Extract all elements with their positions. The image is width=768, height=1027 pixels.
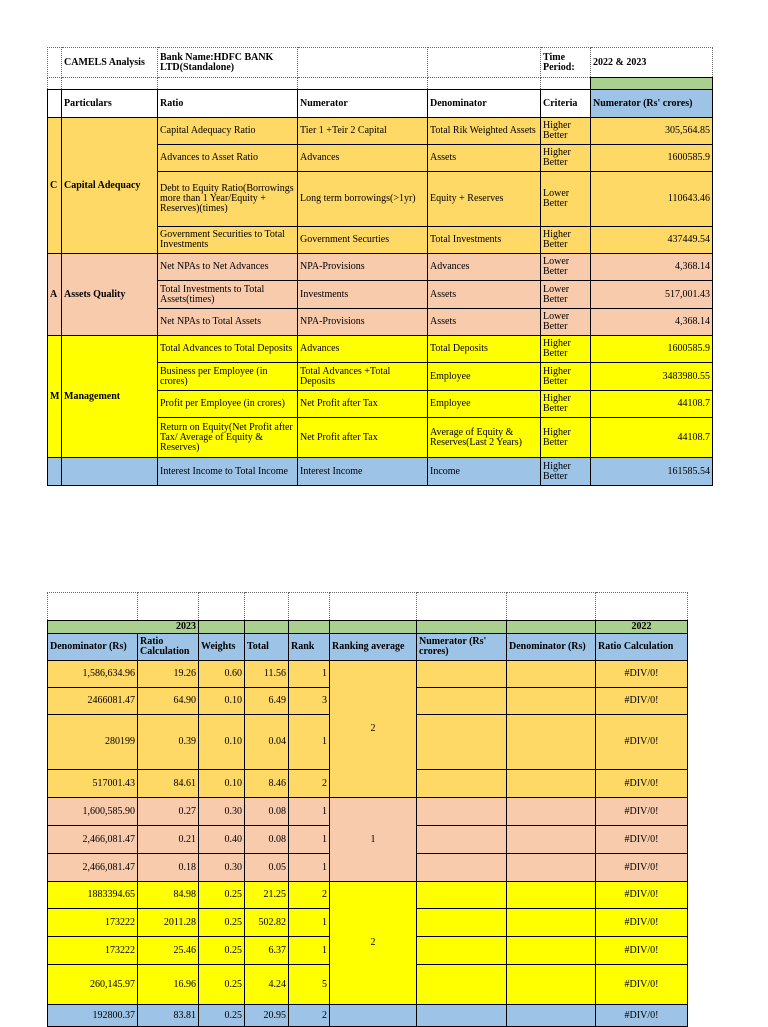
ratio-cell: Government Securities to Total Investments [158,227,298,254]
ratio-2022-value: #DIV/0! [596,909,688,937]
denominator-cell: Employee [428,391,541,418]
total-value: 0.05 [245,854,289,882]
header-denominator: Denominator [428,90,541,118]
ratio-cell: Total Investments to Total Assets(times) [158,281,298,309]
numerator-value: 3483980.55 [591,363,713,391]
header-total: Total [245,634,289,661]
total-value: 21.25 [245,882,289,909]
numerator-cell: Tier 1 +Teir 2 Capital [298,118,428,145]
bank-name: Bank Name:HDFC BANK LTD(Standalone) [158,48,298,78]
numerator-value: 1600585.9 [591,145,713,172]
group-letter-m: M [48,336,62,458]
denominator-cell: Advances [428,254,541,281]
weight-value: 0.30 [199,798,245,826]
header-numerator-crores: Numerator (Rs' crores) [591,90,713,118]
header-weights: Weights [199,634,245,661]
numerator-cell: Investments [298,281,428,309]
table-row [48,882,688,909]
ratio-value: 83.81 [138,1005,199,1027]
numerator-cell: Advances [298,145,428,172]
weight-value: 0.30 [199,854,245,882]
numerator-cell: Net Profit after Tax [298,391,428,418]
total-value: 8.46 [245,770,289,798]
ratio-2022-value: #DIV/0! [596,1005,688,1027]
ratio-2022-value: #DIV/0! [596,965,688,1005]
weight-value: 0.25 [199,937,245,965]
ratio-cell: Debt to Equity Ratio(Borrowings more than 1 Year/Equity + Reserves)(times) [158,172,298,227]
weight-value: 0.25 [199,965,245,1005]
denominator-cell: Total Deposits [428,336,541,363]
ratio-2022-value: #DIV/0! [596,854,688,882]
weight-value: 0.10 [199,715,245,770]
denominator-cell: Average of Equity & Reserves(Last 2 Years) [428,418,541,458]
numerator-value: 161585.54 [591,458,713,486]
criteria-cell: Higher Better [541,391,591,418]
ratio-value: 64.90 [138,688,199,715]
ratio-value: 84.61 [138,770,199,798]
numerator-cell: Long term borrowings(>1yr) [298,172,428,227]
numerator-cell: Total Advances +Total Deposits [298,363,428,391]
ratio-calculation-table [47,592,688,1027]
group-name-assets-quality: Assets Quality [62,254,158,336]
ratio-cell: Interest Income to Total Income [158,458,298,486]
ratio-2022-value: #DIV/0! [596,937,688,965]
denominator-value: 1,600,585.90 [48,798,138,826]
denominator-value: 192800.37 [48,1005,138,1027]
denominator-value: 2466081.47 [48,688,138,715]
rank-value: 2 [289,882,330,909]
total-value: 6.49 [245,688,289,715]
denominator-value: 173222 [48,937,138,965]
numerator-value: 517,001.43 [591,281,713,309]
weight-value: 0.25 [199,909,245,937]
denominator-cell: Total Investments [428,227,541,254]
numerator-value: 1600585.9 [591,336,713,363]
criteria-cell: Higher Better [541,145,591,172]
table-row [48,336,713,363]
denominator-value: 1,586,634.96 [48,661,138,688]
total-value: 11.56 [245,661,289,688]
total-value: 0.08 [245,798,289,826]
time-period-label: Time Period: [541,48,591,78]
denominator-value: 2,466,081.47 [48,826,138,854]
ratio-value: 0.18 [138,854,199,882]
header-ratio-calculation-2022: Ratio Calculation [596,634,688,661]
denominator-cell: Assets [428,281,541,309]
header-denominator-rs-2023: Denominator (Rs) [48,634,138,661]
weight-value: 0.40 [199,826,245,854]
total-value: 502.82 [245,909,289,937]
ratio-value: 25.46 [138,937,199,965]
ratio-value: 84.98 [138,882,199,909]
year-2023-label: 2023 [48,621,199,634]
numerator-value: 4,368.14 [591,309,713,336]
table-row [48,1005,688,1027]
numerator-cell: Net Profit after Tax [298,418,428,458]
numerator-value: 437449.54 [591,227,713,254]
criteria-cell: Lower Better [541,254,591,281]
denominator-value: 517001.43 [48,770,138,798]
camels-parameters-table [47,47,713,486]
denominator-value: 260,145.97 [48,965,138,1005]
denominator-cell: Assets [428,145,541,172]
header-rank: Rank [289,634,330,661]
rank-value: 5 [289,965,330,1005]
ratio-2022-value: #DIV/0! [596,661,688,688]
table-row [48,798,688,826]
table-row [48,458,713,486]
denominator-cell: Employee [428,363,541,391]
criteria-cell: Lower Better [541,172,591,227]
header-ranking-average: Ranking average [330,634,417,661]
weight-value: 0.10 [199,770,245,798]
numerator-value: 305,564.85 [591,118,713,145]
ratio-value: 0.39 [138,715,199,770]
table-row [48,661,688,688]
ratio-cell: Profit per Employee (in crores) [158,391,298,418]
header-numerator: Numerator [298,90,428,118]
denominator-cell: Assets [428,309,541,336]
numerator-value: 44108.7 [591,418,713,458]
criteria-cell: Higher Better [541,363,591,391]
ratio-cell: Business per Employee (in crores) [158,363,298,391]
ratio-2022-value: #DIV/0! [596,798,688,826]
numerator-cell: Government Securties [298,227,428,254]
total-value: 4.24 [245,965,289,1005]
group-name-management: Management [62,336,158,458]
numerator-value: 110643.46 [591,172,713,227]
rank-value: 1 [289,854,330,882]
ranking-average-capital: 2 [330,661,417,798]
header-ratio: Ratio [158,90,298,118]
header-numerator-crores-2022: Numerator (Rs' crores) [417,634,507,661]
denominator-cell: Total Rik Weighted Assets [428,118,541,145]
ratio-2022-value: #DIV/0! [596,715,688,770]
weight-value: 0.10 [199,688,245,715]
criteria-cell: Higher Better [541,458,591,486]
ratio-value: 0.27 [138,798,199,826]
rank-value: 1 [289,826,330,854]
rank-value: 1 [289,909,330,937]
rank-value: 1 [289,661,330,688]
rank-value: 1 [289,798,330,826]
header-particulars: Particulars [62,90,158,118]
sheet-title: CAMELS Analysis [62,48,158,78]
ratio-cell: Advances to Asset Ratio [158,145,298,172]
ratio-2022-value: #DIV/0! [596,882,688,909]
ranking-average-assets: 1 [330,798,417,882]
rank-value: 2 [289,770,330,798]
ratio-value: 0.21 [138,826,199,854]
criteria-cell: Lower Better [541,281,591,309]
denominator-value: 1883394.65 [48,882,138,909]
ratio-value: 19.26 [138,661,199,688]
ratio-value: 2011.28 [138,909,199,937]
criteria-cell: Higher Better [541,118,591,145]
rank-value: 2 [289,1005,330,1027]
ratio-cell: Net NPAs to Total Assets [158,309,298,336]
ratio-value: 16.96 [138,965,199,1005]
group-name-capital-adequacy: Capital Adequacy [62,118,158,254]
rank-value: 3 [289,688,330,715]
year-2022-label: 2022 [596,621,688,634]
numerator-cell: NPA-Provisions [298,254,428,281]
numerator-cell: NPA-Provisions [298,309,428,336]
criteria-cell: Higher Better [541,227,591,254]
numerator-value: 4,368.14 [591,254,713,281]
denominator-cell: Equity + Reserves [428,172,541,227]
ranking-average-management: 2 [330,882,417,1005]
group-letter-a: A [48,254,62,336]
group-letter-c: C [48,118,62,254]
weight-value: 0.25 [199,882,245,909]
denominator-value: 2,466,081.47 [48,854,138,882]
total-value: 0.04 [245,715,289,770]
weight-value: 0.25 [199,1005,245,1027]
header-ratio-calculation-2023: Ratio Calculation [138,634,199,661]
ratio-cell: Total Advances to Total Deposits [158,336,298,363]
total-value: 6.37 [245,937,289,965]
denominator-value: 280199 [48,715,138,770]
numerator-cell: Advances [298,336,428,363]
ratio-2022-value: #DIV/0! [596,770,688,798]
denominator-cell: Income [428,458,541,486]
numerator-cell: Interest Income [298,458,428,486]
time-period-value: 2022 & 2023 [591,48,713,78]
ratio-2022-value: #DIV/0! [596,688,688,715]
weight-value: 0.60 [199,661,245,688]
table-row [48,254,713,281]
ratio-2022-value: #DIV/0! [596,826,688,854]
ratio-cell: Net NPAs to Net Advances [158,254,298,281]
ratio-cell: Capital Adequacy Ratio [158,118,298,145]
total-value: 0.08 [245,826,289,854]
table-row [48,118,713,145]
header-criteria: Criteria [541,90,591,118]
criteria-cell: Higher Better [541,418,591,458]
ratio-cell: Return on Equity(Net Profit after Tax/ Average of Equity & Reserves) [158,418,298,458]
header-denominator-rs-2022: Denominator (Rs) [507,634,596,661]
rank-value: 1 [289,715,330,770]
criteria-cell: Lower Better [541,309,591,336]
denominator-value: 173222 [48,909,138,937]
rank-value: 1 [289,937,330,965]
criteria-cell: Higher Better [541,336,591,363]
numerator-value: 44108.7 [591,391,713,418]
total-value: 20.95 [245,1005,289,1027]
